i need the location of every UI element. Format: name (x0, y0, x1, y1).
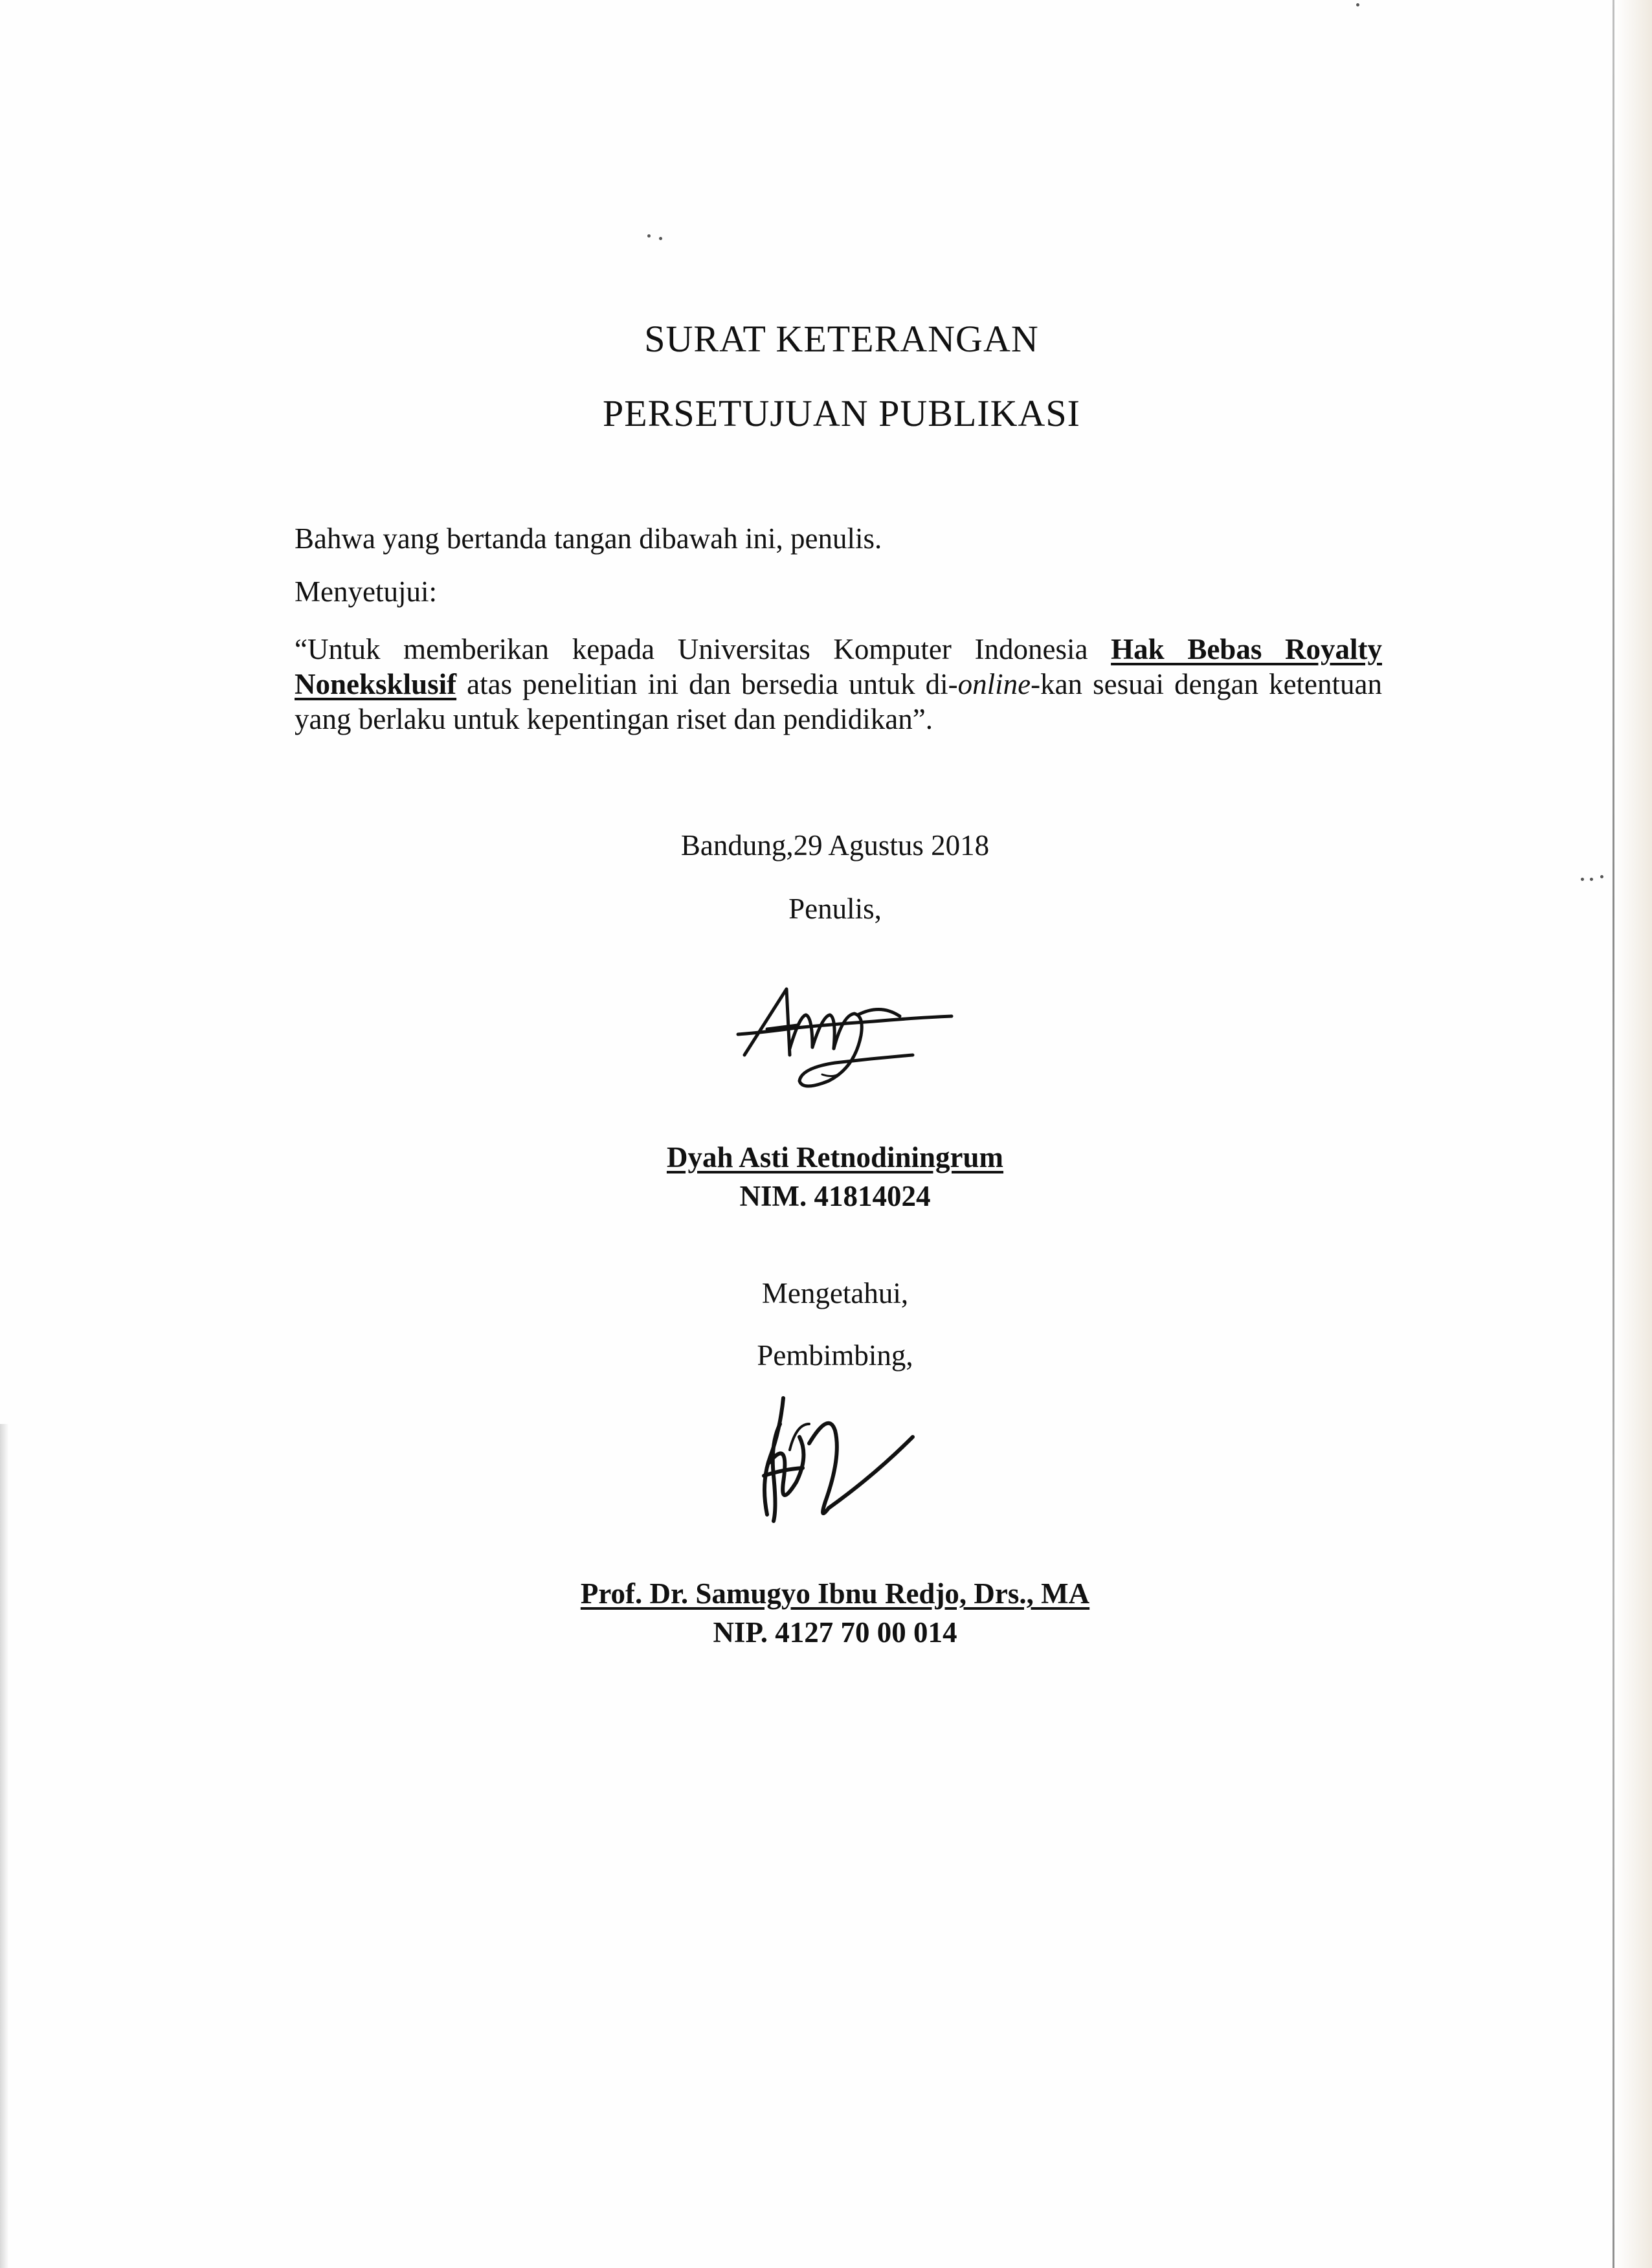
statement-online: online (957, 668, 1031, 700)
advisor-name: Prof. Dr. Samugyo Ibnu Redjo, Drs., MA (580, 1577, 1090, 1610)
scan-speck (1590, 878, 1593, 881)
statement-rights: Hak Bebas Royalty Noneksklusif (295, 633, 1382, 700)
advisor-role-label: Pembimbing, (757, 1339, 913, 1372)
intro-paragraph: Bahwa yang bertanda tangan dibawah ini, penulis. (295, 522, 882, 555)
statement-part1: “Untuk memberikan kepada Universitas Komputer Indonesia (295, 633, 1111, 665)
document-title: SURAT KETERANGAN (644, 318, 1039, 360)
statement-paragraph (295, 632, 1382, 737)
scan-speck (1581, 878, 1584, 881)
author-role-label: Penulis, (788, 893, 882, 925)
author-id: NIM. 41814024 (739, 1180, 931, 1212)
scan-speck (659, 237, 662, 240)
scan-speck (1600, 875, 1603, 878)
scan-speck (647, 234, 651, 238)
statement-part3: -kan sesuai dengan ketentuan yang berlaku untuk kepentingan riset dan pendidikan”. (295, 668, 1382, 735)
scan-speck (1356, 3, 1359, 6)
scan-left-edge (0, 1424, 9, 2268)
acknowledged-label: Mengetahui, (761, 1277, 909, 1309)
agree-label: Menyetujui: (295, 575, 437, 608)
author-name: Dyah Asti Retnodiningrum (666, 1141, 1004, 1173)
author-signature (725, 977, 958, 1100)
statement-part2: atas penelitian ini dan bersedia untuk di- (456, 668, 958, 700)
document-subtitle: PERSETUJUAN PUBLIKASI (602, 392, 1080, 434)
advisor-id: NIP. 4127 70 00 014 (713, 1616, 957, 1649)
advisor-signature (744, 1385, 939, 1534)
place-date: Bandung,29 Agustus 2018 (680, 829, 990, 862)
